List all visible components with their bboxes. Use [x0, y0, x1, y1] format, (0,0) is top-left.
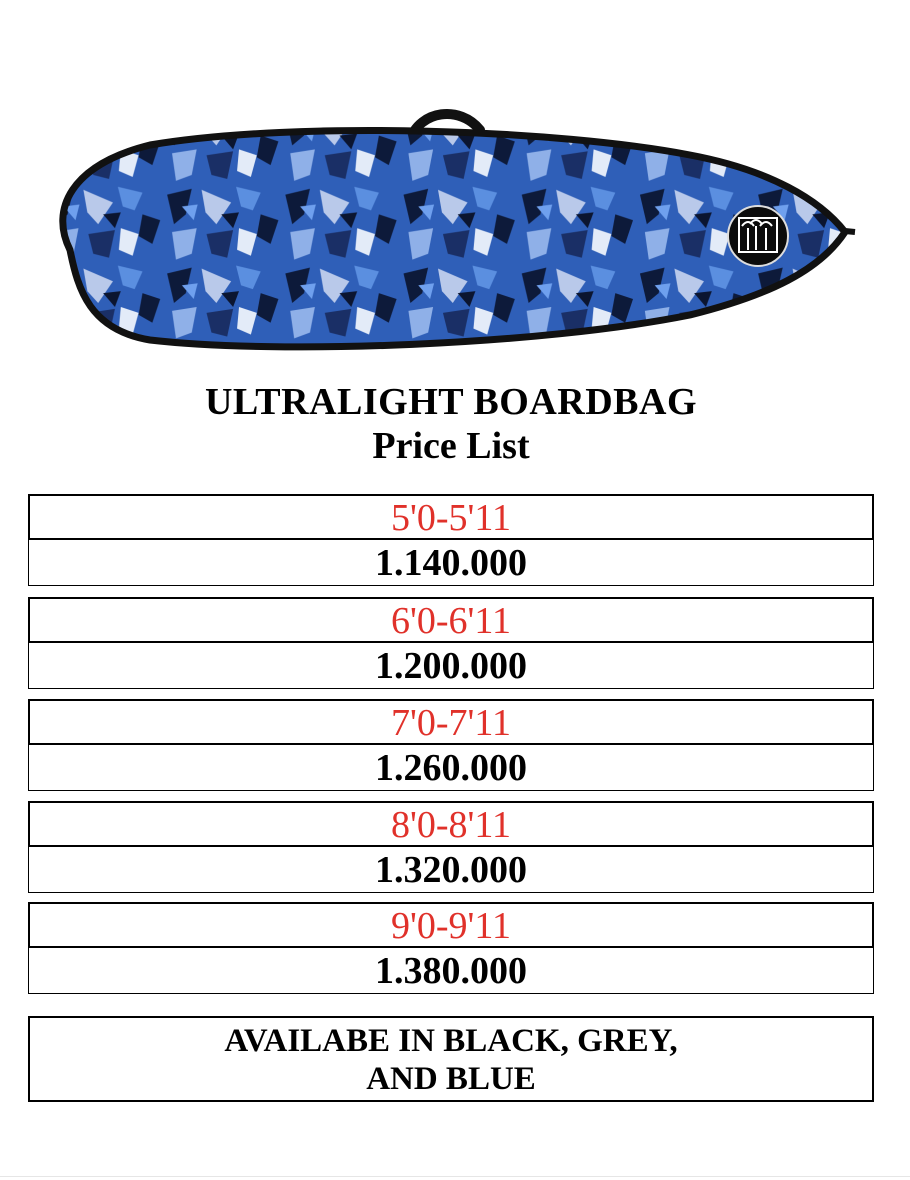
availability-line-2: AND BLUE [366, 1061, 536, 1097]
size-range: 8'0-8'11 [28, 801, 874, 847]
size-range: 7'0-7'11 [28, 699, 874, 745]
price-row [28, 699, 874, 791]
price-row [28, 494, 874, 586]
page-divider [0, 1176, 910, 1177]
availability-note [28, 1016, 874, 1102]
price-value: 1.140.000 [28, 540, 874, 586]
boardbag-illustration [40, 100, 870, 360]
size-range: 6'0-6'11 [28, 597, 874, 643]
price-value: 1.200.000 [28, 643, 874, 689]
palm-logo-icon [728, 206, 788, 266]
product-title: ULTRALIGHT BOARDBAG [204, 381, 697, 423]
size-range: 9'0-9'11 [28, 902, 874, 948]
availability-line-1: AVAILABE IN BLACK, GREY, [224, 1023, 678, 1059]
price-value: 1.260.000 [28, 745, 874, 791]
price-row [28, 597, 874, 689]
price-list-heading [0, 380, 902, 468]
boardbag-image [40, 100, 870, 360]
price-row [28, 801, 874, 893]
price-value: 1.320.000 [28, 847, 874, 893]
price-row [28, 902, 874, 994]
price-list-subtitle: Price List [372, 425, 530, 467]
size-range: 5'0-5'11 [28, 494, 874, 540]
price-value: 1.380.000 [28, 948, 874, 994]
